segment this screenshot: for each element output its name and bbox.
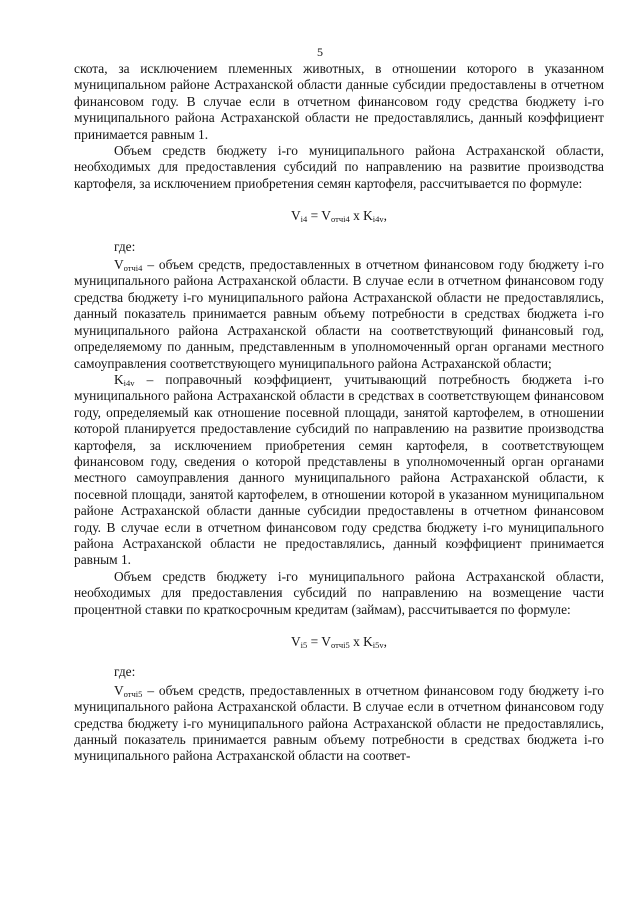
where-label: где: [114, 238, 136, 254]
paragraph-potato-volume: Объем средств бюджету i-го муниципального района Астраханской области, необходимых для предоставления субсидий по направлению на развитие производства картофеля, за исключением приобретения семян картофеля, рассчитывается по формуле: [74, 143, 604, 191]
where-label-2: где: [114, 664, 136, 680]
page-number: 5 [317, 45, 323, 59]
definition-v-otch-i5: $V_{отчi5}$ – объем средств, предоставленных в отчетном финансовом году бюджету i-го муниципального района Астраханской области. В случае если в отчетном финансовом году средства бюджету i-го муниципального района Астраханской области не предоставлялись, данный показатель принимается равным объему потребности в средствах бюджета i-го муниципального района Астраханской области на соответ- [74, 682, 604, 764]
formula-v-i4: $V_{i4} = V_{отчi4}$ x $K_{i4v}$, [290, 208, 388, 225]
paragraph-interest-volume: Объем средств бюджету i-го муниципального района Астраханской области, необходимых для предоставления субсидий по направлению на возмещение части процентной ставки по краткосрочным кредитам (займам), рассчитывается по формуле: [74, 568, 604, 617]
paragraph-continuation: скота, за исключением племенных животных, в отношении которого в указанном муниципальном районе Астраханской области данные субсидии предоставлены в отчетном финансовом году. В случае если в отчетном финансовом году средства бюджету i-го муниципального района Астраханской области не предоставлялись, данный коэффициент принимается равным 1. [74, 61, 604, 142]
formula-v-i5: $V_{i5} = V_{отчi5}$ x $K_{i5v}$, [290, 634, 388, 650]
definition-k-i4v: $K_{i4v}$ – поправочный коэффициент, учитывающий потребность бюджета i-го муниципального района Астраханской области в средствах в соответствующем финансовом году, определяемый как отношение посевной площади, занятой картофелем, в отношении которой планируется предоставление субсидий по направлению на развитие производства картофеля, за исключением приобретения семян картофеля, в соответствующем финансовом году, сведения о которой представлены в уполномоченный орган органами местного самоуправления данного муниципального района Астраханской области, к посевной площади, занятой картофелем, в отношении которой в указанном муниципальном районе Астраханской области данные субсидии предоставлены в отчетном финансовом году. В случае если в отчетном финансовом году средства бюджету i-го муниципального района Астраханской области не предоставлялись, данный коэффициент принимается равным 1. [74, 371, 604, 568]
definition-v-otch-i4: $V_{отчi4}$ – объем средств, предоставленных в отчетном финансовом году бюджету i-го муниципального района Астраханской области. В случае если в отчетном финансовом году средства бюджету i-го муниципального района Астраханской области не предоставлялись, данный показатель принимается равным объему потребности в средствах бюджета i-го муниципального района Астраханской области на соответствующий финансовый год, определяемому по данным, представленным в уполномоченный орган органами местного самоуправления соответствующего муниципального района Астраханской области; [74, 257, 604, 371]
document-body [74, 61, 604, 765]
